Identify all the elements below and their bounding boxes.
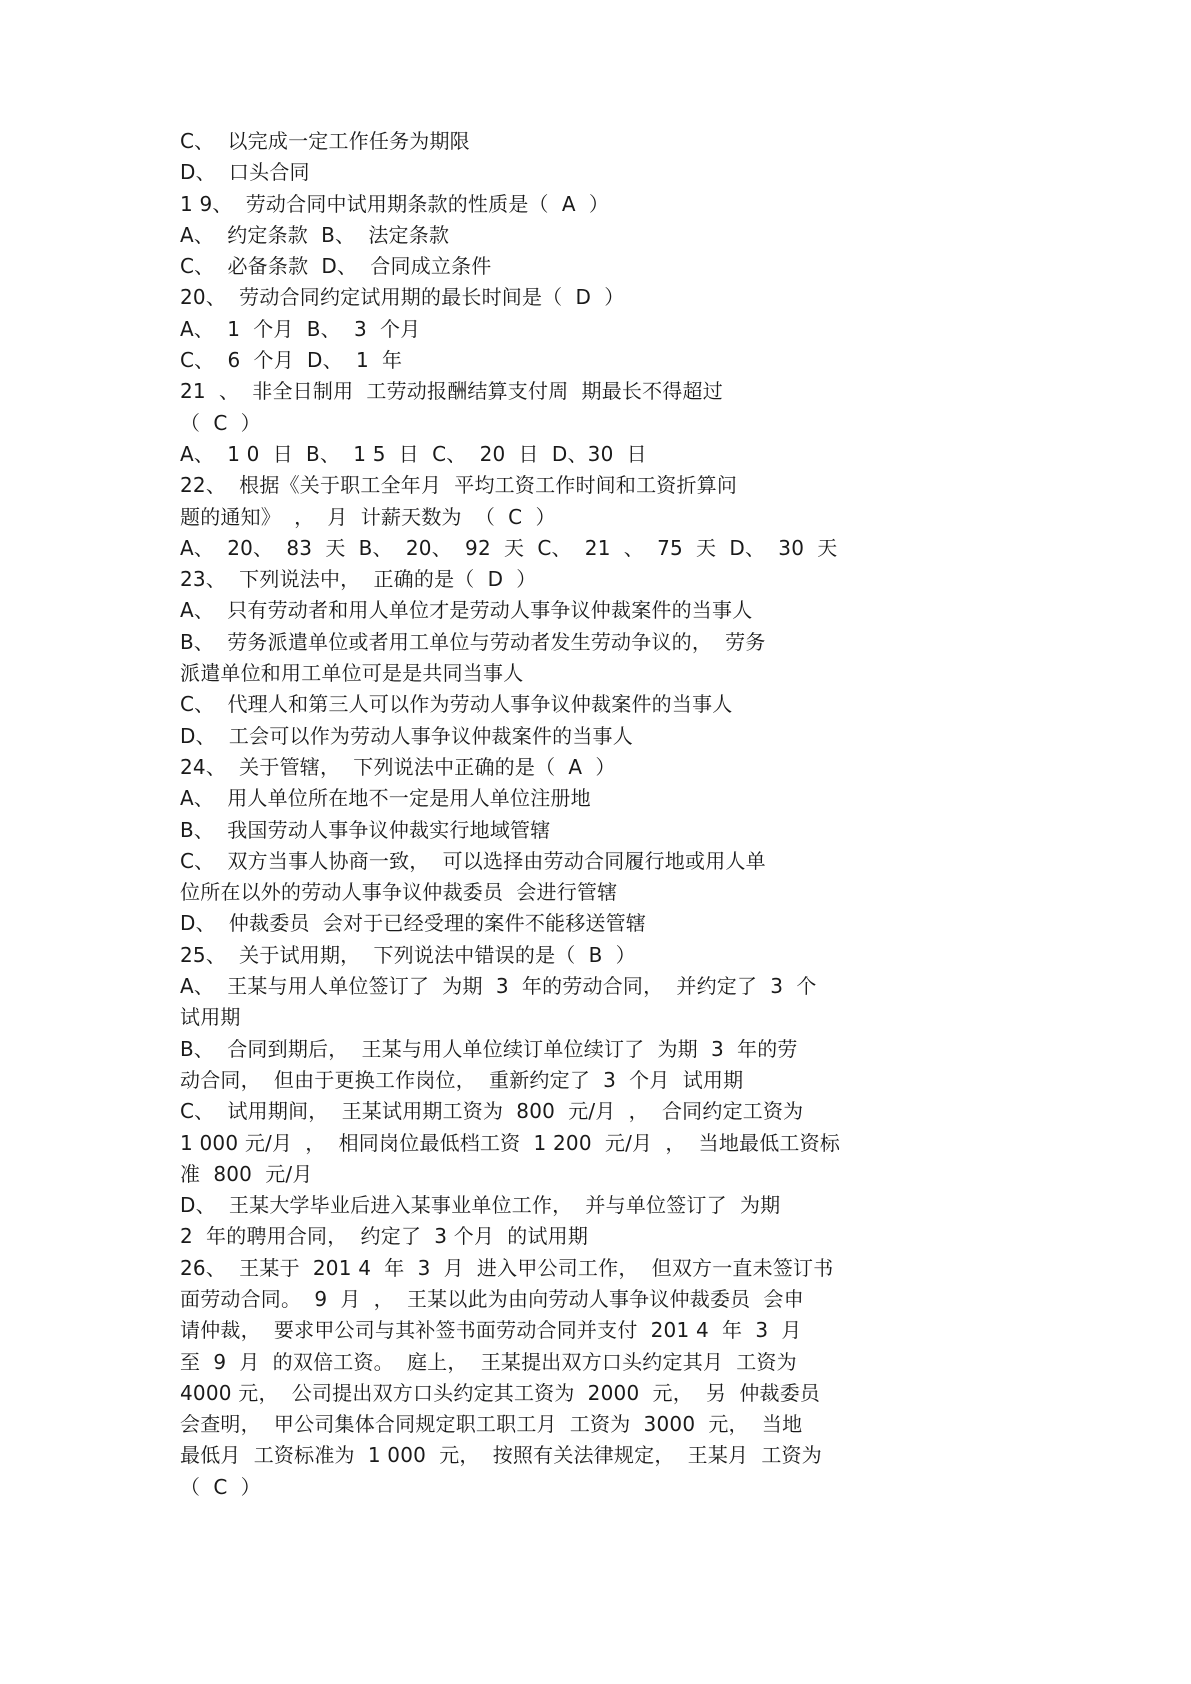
text-line: A、 王某与用人单位签订了 为期 3 年的劳动合同， 并约定了 3 个 <box>180 974 817 999</box>
question-20: 20、 劳动合同约定试用期的最长时间是（ D ） <box>180 285 625 310</box>
text-line: 面劳动合同。 9 月 ， 王某以此为由向劳动人事争议仲裁委员 会申 <box>180 1286 804 1311</box>
text-line: 最低月 工资标准为 1 000 元， 按照有关法律规定， 王某月 工资为 <box>180 1443 822 1468</box>
text-line: D、 口头合同 <box>180 160 310 185</box>
text-line: （ C ） <box>180 1474 261 1499</box>
text-line: C、 双方当事人协商一致， 可以选择由劳动合同履行地或用人单 <box>180 848 766 873</box>
text-line: B、 劳务派遣单位或者用工单位与劳动者发生劳动争议的， 劳务 <box>180 629 766 654</box>
text-line: C、 代理人和第三人可以作为劳动人事争议仲裁案件的当事人 <box>180 692 733 717</box>
question-19: 1 9、 劳动合同中试用期条款的性质是（ A ） <box>180 191 610 216</box>
text-line: 动合同， 但由于更换工作岗位， 重新约定了 3 个月 试用期 <box>180 1067 744 1092</box>
question-21: 21 、 非全日制用 工劳动报酬结算支付周 期最长不得超过 <box>180 379 723 404</box>
text-line: A、 用人单位所在地不一定是用人单位注册地 <box>180 786 591 811</box>
text-line: C、 试用期间， 王某试用期工资为 800 元/月 ， 合同约定工资为 <box>180 1099 804 1124</box>
text-line: 1 000 元/月 ， 相同岗位最低档工资 1 200 元/月 ， 当地最低工资标 <box>180 1130 841 1155</box>
text-line: 会查明， 甲公司集体合同规定职工职工月 工资为 3000 元， 当地 <box>180 1412 803 1437</box>
question-26: 26、 王某于 201 4 年 3 月 进入甲公司工作， 但双方一直未签订书 <box>180 1255 834 1280</box>
text-line: 2 年的聘用合同， 约定了 3 个月 的试用期 <box>180 1224 589 1249</box>
text-line: 试用期 <box>180 1005 241 1030</box>
text-line: D、 仲裁委员 会对于已经受理的案件不能移送管辖 <box>180 911 647 936</box>
text-line: D、 王某大学毕业后进入某事业单位工作， 并与单位签订了 为期 <box>180 1193 781 1218</box>
text-line: B、 合同到期后， 王某与用人单位续订单位续订了 为期 3 年的劳 <box>180 1036 798 1061</box>
text-line: D、 工会可以作为劳动人事争议仲裁案件的当事人 <box>180 723 633 748</box>
text-line: C、 6 个月 D、 1 年 <box>180 348 403 373</box>
text-line: A、 1 个月 B、 3 个月 <box>180 316 421 341</box>
document-page <box>180 126 1020 1503</box>
text-line: B、 我国劳动人事争议仲裁实行地域管辖 <box>180 817 551 842</box>
question-25: 25、 关于试用期， 下列说法中错误的是（ B ） <box>180 942 636 967</box>
text-line: 4000 元， 公司提出双方口头约定其工资为 2000 元， 另 仲裁委员 <box>180 1380 821 1405</box>
question-22: 22、 根据《关于职工全年月 平均工资工作时间和工资折算问 <box>180 473 738 498</box>
text-line: C、 以完成一定工作任务为期限 <box>180 129 470 153</box>
text-line: 位所在以外的劳动人事争议仲裁委员 会进行管辖 <box>180 880 618 905</box>
text-line: A、 20、 83 天 B、 20、 92 天 C、 21 、 75 天 D、 30 天 <box>180 535 838 560</box>
text-line: 准 800 元/月 <box>180 1161 313 1186</box>
question-23: 23、 下列说法中， 正确的是（ D ） <box>180 567 537 592</box>
text-line: 题的通知》 ， 月 计薪天数为 （ C ） <box>180 504 556 529</box>
text-line: 请仲裁， 要求甲公司与其补签书面劳动合同并支付 201 4 年 3 月 <box>180 1318 802 1343</box>
text-line: A、 只有劳动者和用人单位才是劳动人事争议仲裁案件的当事人 <box>180 598 753 623</box>
text-line: A、 约定条款 B、 法定条款 <box>180 222 450 247</box>
text-line: （ C ） <box>180 410 261 435</box>
text-line: A、 1 0 日 B、 1 5 日 C、 20 日 D、30 日 <box>180 441 647 466</box>
question-24: 24、 关于管辖， 下列说法中正确的是（ A ） <box>180 754 616 779</box>
text-line: 至 9 月 的双倍工资。 庭上， 王某提出双方口头约定其月 工资为 <box>180 1349 797 1374</box>
text-line: C、 必备条款 D、 合同成立条件 <box>180 254 492 279</box>
text-line: 派遣单位和用工单位可是是共同当事人 <box>180 661 524 686</box>
